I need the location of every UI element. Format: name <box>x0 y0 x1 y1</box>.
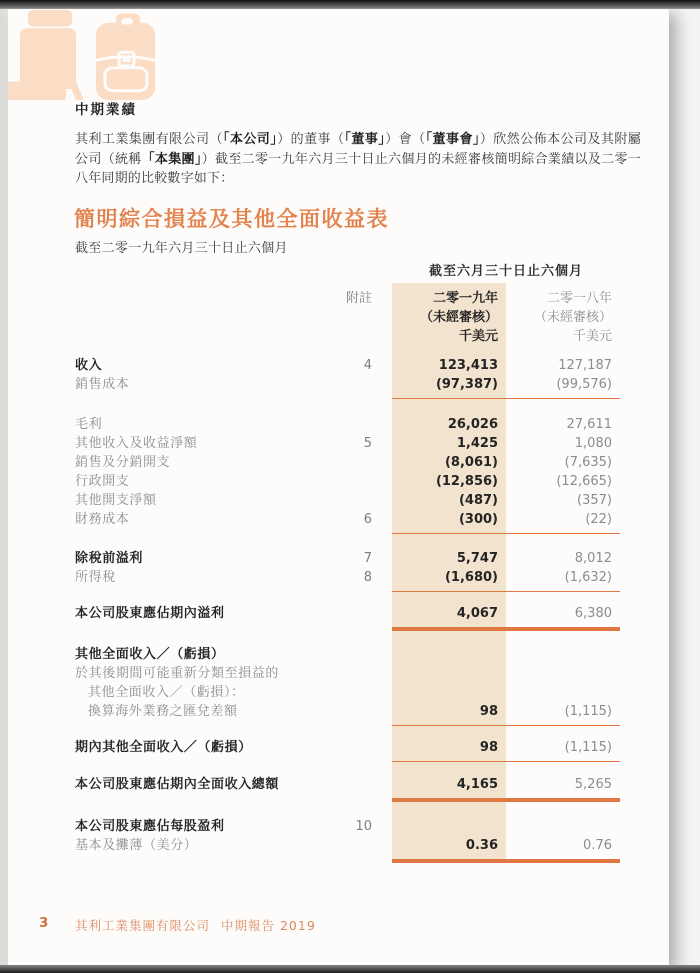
value-2019 <box>392 683 506 702</box>
table-gap <box>75 729 620 738</box>
value-2018: 5,265 <box>574 777 612 792</box>
column-header-2018 <box>520 289 620 346</box>
value-2019: 0.36 <box>465 838 498 853</box>
value-2018: (357) <box>577 493 612 508</box>
row-spacer <box>372 453 392 472</box>
row-spacer <box>506 375 520 394</box>
value-2019: 1,425 <box>456 436 498 451</box>
row-spacer <box>372 549 392 568</box>
table-row <box>75 836 620 855</box>
row-note: 7 <box>363 551 372 566</box>
intro-text-segment: ）會（ <box>385 132 426 147</box>
value-2018: (12,665) <box>556 474 612 489</box>
row-spacer <box>506 434 520 453</box>
unaudited-2018-label: （未經審核） <box>533 310 612 325</box>
row-label: 收入 <box>75 358 103 373</box>
row-spacer <box>372 472 392 491</box>
row-note <box>330 836 372 855</box>
row-spacer <box>372 491 392 510</box>
row-note: 6 <box>363 512 372 527</box>
row-spacer <box>372 604 392 623</box>
intro-text-segment: ）欣然公佈本公司及其附屬公司（統稱 <box>75 132 641 167</box>
row-spacer <box>372 415 392 434</box>
value-2019: (8,061) <box>444 455 498 470</box>
value-2019: (487) <box>458 493 498 508</box>
row-note <box>330 604 372 623</box>
table-rule-thick <box>392 798 620 802</box>
statement-period: 截至二零一九年六月三十日止六個月 <box>75 241 288 256</box>
table-row <box>75 472 620 491</box>
row-label: 毛利 <box>75 417 103 432</box>
value-2019: 5,747 <box>456 551 498 566</box>
row-label: 行政開支 <box>75 474 130 489</box>
table-rule-thick <box>392 627 620 631</box>
row-label: 其他開支淨額 <box>75 493 157 508</box>
footer-company-name: 其利工業集團有限公司 <box>75 918 211 933</box>
row-label: 其他收入及收益淨額 <box>75 436 198 451</box>
intro-text-segment: 其利工業集團有限公司（ <box>75 132 223 147</box>
statement-title: 簡明綜合損益及其他全面收益表 <box>74 207 389 231</box>
scan-edge-bottom <box>0 965 700 973</box>
value-2019: (1,680) <box>444 570 498 585</box>
value-2018: 6,380 <box>574 606 612 621</box>
row-spacer <box>372 702 392 721</box>
row-spacer <box>506 356 520 375</box>
row-spacer <box>372 664 392 683</box>
row-note: 8 <box>363 570 372 585</box>
row-label: 本公司股東應佔期內溢利 <box>75 606 225 621</box>
row-note <box>330 683 372 702</box>
table-gap <box>75 634 620 645</box>
value-2019: 4,165 <box>456 777 498 792</box>
table-row <box>75 375 620 394</box>
value-2019: 26,026 <box>447 417 498 432</box>
table-row <box>75 549 620 568</box>
column-header-2019 <box>392 289 506 346</box>
table-rule-thin <box>392 591 620 592</box>
row-spacer <box>372 645 392 664</box>
value-2019 <box>392 664 506 683</box>
row-label: 所得稅 <box>75 570 116 585</box>
scan-edge-top <box>0 0 700 9</box>
row-spacer <box>506 645 520 664</box>
defined-term: 「本公司」 <box>222 132 278 147</box>
row-label: 本公司股東應佔期內全面收入總額 <box>75 777 280 792</box>
defined-term: 「董事會」 <box>425 132 480 147</box>
table-row <box>75 775 620 794</box>
table-rule-thin <box>392 761 620 762</box>
row-note <box>330 375 372 394</box>
row-spacer <box>506 415 520 434</box>
header-spacer <box>506 289 520 346</box>
row-note <box>330 491 372 510</box>
table-row <box>75 738 620 757</box>
row-note <box>330 415 372 434</box>
table-gap <box>75 537 620 549</box>
table-row <box>75 510 620 529</box>
value-2018: (7,635) <box>564 455 612 470</box>
row-spacer <box>506 664 520 683</box>
row-note <box>330 664 372 683</box>
row-spacer <box>506 775 520 794</box>
luggage-bags-icon <box>8 8 168 100</box>
row-note: 10 <box>355 819 372 834</box>
value-2019 <box>392 817 506 836</box>
value-2018: (1,115) <box>564 704 612 719</box>
label-column-header <box>75 289 330 346</box>
defined-term: 「本集團」 <box>141 151 202 167</box>
table-header-row <box>75 289 620 346</box>
row-label: 換算海外業務之匯兌差額 <box>88 704 238 719</box>
value-2018 <box>520 683 620 702</box>
footer-report-title: 中期報告 2019 <box>221 918 316 933</box>
row-spacer <box>506 568 520 587</box>
row-spacer <box>372 356 392 375</box>
period-column-header: 截至六月三十日止六個月 <box>428 264 583 279</box>
row-note <box>330 775 372 794</box>
page-number: 3 <box>39 915 49 931</box>
table-gap <box>75 595 620 604</box>
row-spacer <box>506 702 520 721</box>
table-rule-thin <box>392 398 620 399</box>
row-spacer <box>372 738 392 757</box>
unit-2018-label: 千美元 <box>572 329 612 344</box>
table-row <box>75 491 620 510</box>
value-2018: (1,115) <box>564 740 612 755</box>
financial-statement-table <box>75 251 620 891</box>
row-spacer <box>506 491 520 510</box>
value-2018: (99,576) <box>556 377 612 392</box>
row-spacer <box>372 683 392 702</box>
row-label: 銷售成本 <box>75 377 130 392</box>
table-rule-thin <box>392 533 620 534</box>
row-spacer <box>372 817 392 836</box>
intro-text-segment: ）截至二零一九年六月三十日止六個月的未經審核簡明綜合業績以及二零一八年同期的比較數字如下： <box>75 151 641 186</box>
value-2018: 8,012 <box>574 551 612 566</box>
row-spacer <box>506 549 520 568</box>
row-spacer <box>506 683 520 702</box>
row-spacer <box>372 434 392 453</box>
row-spacer <box>372 775 392 794</box>
row-label: 本公司股東應佔每股盈利 <box>75 819 225 834</box>
row-spacer <box>506 738 520 757</box>
row-spacer <box>506 472 520 491</box>
row-label: 於其後期間可能重新分類至損益的 <box>75 666 280 681</box>
row-label: 期內其他全面收入／（虧損） <box>75 740 252 755</box>
header-spacer <box>372 289 392 346</box>
value-2018: (1,632) <box>564 570 612 585</box>
row-spacer <box>372 375 392 394</box>
value-2019: 98 <box>479 740 498 755</box>
row-label: 其他全面收入／（虧損） <box>75 647 225 662</box>
row-spacer <box>506 604 520 623</box>
section-title: 中期業績 <box>75 102 137 118</box>
row-note <box>330 453 372 472</box>
table-row <box>75 645 620 664</box>
value-2019: 98 <box>479 704 498 719</box>
value-2019: (12,856) <box>435 474 498 489</box>
value-2019: (97,387) <box>435 377 498 392</box>
table-row <box>75 604 620 623</box>
row-spacer <box>506 453 520 472</box>
table-rule-thick <box>392 859 620 863</box>
table-row <box>75 664 620 683</box>
value-2019: 4,067 <box>456 606 498 621</box>
page-footer <box>8 915 669 935</box>
report-page <box>8 8 669 966</box>
table-row <box>75 817 620 836</box>
table-gap <box>75 805 620 817</box>
row-label: 其他全面收入／（虧損）： <box>88 685 245 700</box>
table-row <box>75 453 620 472</box>
row-note: 5 <box>363 436 372 451</box>
table-row <box>75 415 620 434</box>
year-2019-label: 二零一九年 <box>432 291 498 306</box>
table-row <box>75 434 620 453</box>
row-spacer <box>506 817 520 836</box>
value-2018: (22) <box>585 512 612 527</box>
value-2018: 127,187 <box>558 358 612 373</box>
unit-2019-label: 千美元 <box>458 329 498 344</box>
year-2018-label: 二零一八年 <box>546 291 612 306</box>
value-2018 <box>520 664 620 683</box>
value-2018 <box>520 645 620 664</box>
intro-paragraph <box>75 130 641 189</box>
row-spacer <box>506 836 520 855</box>
defined-term: 「董事」 <box>344 132 386 147</box>
value-2019: (300) <box>458 512 498 527</box>
row-label: 基本及攤薄（美分） <box>75 838 198 853</box>
note-column-header: 附註 <box>345 291 372 306</box>
table-gap <box>75 402 620 415</box>
value-2018: 0.76 <box>583 838 612 853</box>
row-note <box>330 738 372 757</box>
row-note <box>330 702 372 721</box>
table-row <box>75 702 620 721</box>
row-note <box>330 645 372 664</box>
unaudited-2019-label: （未經審核） <box>419 310 498 325</box>
row-label: 除稅前溢利 <box>75 551 144 566</box>
row-note: 4 <box>363 358 372 373</box>
table-gap <box>75 765 620 775</box>
table-rows <box>75 356 620 866</box>
value-2018: 27,611 <box>566 417 612 432</box>
intro-text-segment: ）的董事（ <box>277 132 345 147</box>
table-row <box>75 568 620 587</box>
table-rule-thin <box>392 725 620 726</box>
row-spacer <box>372 568 392 587</box>
table-row <box>75 683 620 702</box>
row-spacer <box>372 836 392 855</box>
value-2018 <box>520 817 620 836</box>
row-label: 財務成本 <box>75 512 130 527</box>
table-row <box>75 356 620 375</box>
row-label: 銷售及分銷開支 <box>75 455 171 470</box>
row-spacer <box>372 510 392 529</box>
value-2019 <box>392 645 506 664</box>
value-2019: 123,413 <box>438 358 498 373</box>
row-note <box>330 472 372 491</box>
value-2018: 1,080 <box>574 436 612 451</box>
row-spacer <box>506 510 520 529</box>
